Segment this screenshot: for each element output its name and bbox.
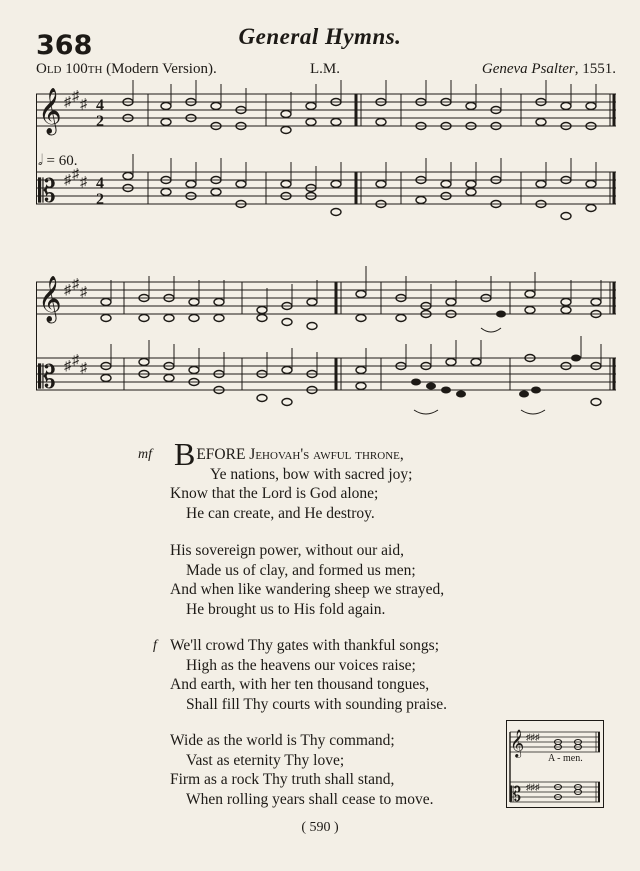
svg-text:♯: ♯ [64, 283, 71, 298]
verse-1 [138, 436, 413, 523]
tune-name-suffix: (Modern Version). [106, 61, 217, 77]
svg-text:𝄡: 𝄡 [38, 358, 56, 396]
page-number: ( 590 ) [301, 820, 339, 835]
amen-music-box [506, 720, 604, 808]
verse-4-line-4: When rolling years shall cease to move. [186, 790, 434, 808]
svg-text:♯: ♯ [64, 95, 71, 110]
tempo-mark: 𝅗𝅥 = 60. [38, 153, 78, 169]
verse-3-line-1: We'll crowd Thy gates with thankful songs; [170, 637, 440, 654]
section-title: General Hymns. [238, 24, 402, 49]
verse-2-line-4: He brought us to His fold again. [186, 600, 386, 618]
svg-text:♯: ♯ [80, 285, 87, 300]
svg-text:♯: ♯ [80, 361, 87, 376]
tune-name [36, 61, 217, 78]
svg-text:♯: ♯ [72, 353, 79, 368]
verse-4 [150, 731, 434, 809]
music-system-1 [36, 80, 616, 230]
drop-cap: B [174, 436, 196, 472]
tune-name-prefix: Old 100th [36, 61, 103, 77]
svg-text:𝄡: 𝄡 [38, 172, 56, 210]
verse-4-line-3: Firm as a rock Thy truth shall stand, [170, 771, 395, 788]
verse-3-line-3: And earth, with her ten thousand tongues, [170, 676, 430, 693]
verse-3-dynamic: f [153, 638, 157, 653]
time-signature-top-bass: 4 [96, 175, 104, 192]
verse-1-line-4: He can create, and He destroy. [186, 504, 375, 522]
source-year: , 1551. [574, 61, 616, 77]
verse-2-line-2: Made us of clay, and formed us men; [186, 561, 416, 579]
verse-2 [150, 541, 444, 619]
time-signature-bottom-bass: 2 [96, 191, 104, 208]
svg-text:♯: ♯ [64, 173, 71, 188]
verse-3-line-2: High as the heavens our voices raise; [186, 656, 416, 674]
time-signature-bottom-treble: 2 [96, 113, 104, 130]
time-signature-top-treble: 4 [96, 97, 104, 114]
verse-1-line-2: Ye nations, bow with sacred joy; [210, 465, 413, 483]
svg-text:𝄡: 𝄡 [510, 782, 522, 806]
svg-text:♯: ♯ [72, 89, 79, 104]
verse-3-line-4: Shall fill Thy courts with sounding praise. [186, 695, 448, 713]
verse-1-line-1-text: EFORE Jehovah's awful throne, [196, 446, 404, 463]
verse-1-line-3: Know that the Lord is God alone; [170, 485, 379, 502]
source-name: Geneva Psalter [481, 61, 575, 77]
svg-text:♯: ♯ [80, 175, 87, 190]
svg-text:𝄞: 𝄞 [38, 88, 62, 134]
verse-3 [150, 636, 447, 714]
svg-text:♯: ♯ [72, 167, 79, 182]
amen-label: A - men. [548, 753, 583, 764]
source-attribution [482, 61, 616, 78]
meter: L.M. [310, 61, 340, 77]
verse-4-line-2: Vast as eternity Thy love; [186, 751, 345, 769]
verse-2-line-1: His sovereign power, without our aid, [170, 542, 404, 559]
verse-4-line-1: Wide as the world is Thy command; [170, 732, 395, 749]
svg-text:♯♯♯: ♯♯♯ [526, 732, 540, 742]
verse-1-line-1 [150, 436, 413, 472]
svg-text:♯: ♯ [72, 277, 79, 292]
svg-text:♯: ♯ [80, 97, 87, 112]
hymn-number: 368 [36, 30, 93, 61]
verse-2-line-3: And when like wandering sheep we strayed, [170, 581, 445, 598]
svg-text:♯♯♯: ♯♯♯ [526, 782, 540, 792]
svg-text:𝄞: 𝄞 [510, 729, 525, 757]
svg-text:♯: ♯ [64, 359, 71, 374]
music-system-2 [36, 262, 616, 432]
verse-1-dynamic: mf [138, 447, 152, 462]
svg-text:𝄞: 𝄞 [38, 276, 62, 322]
